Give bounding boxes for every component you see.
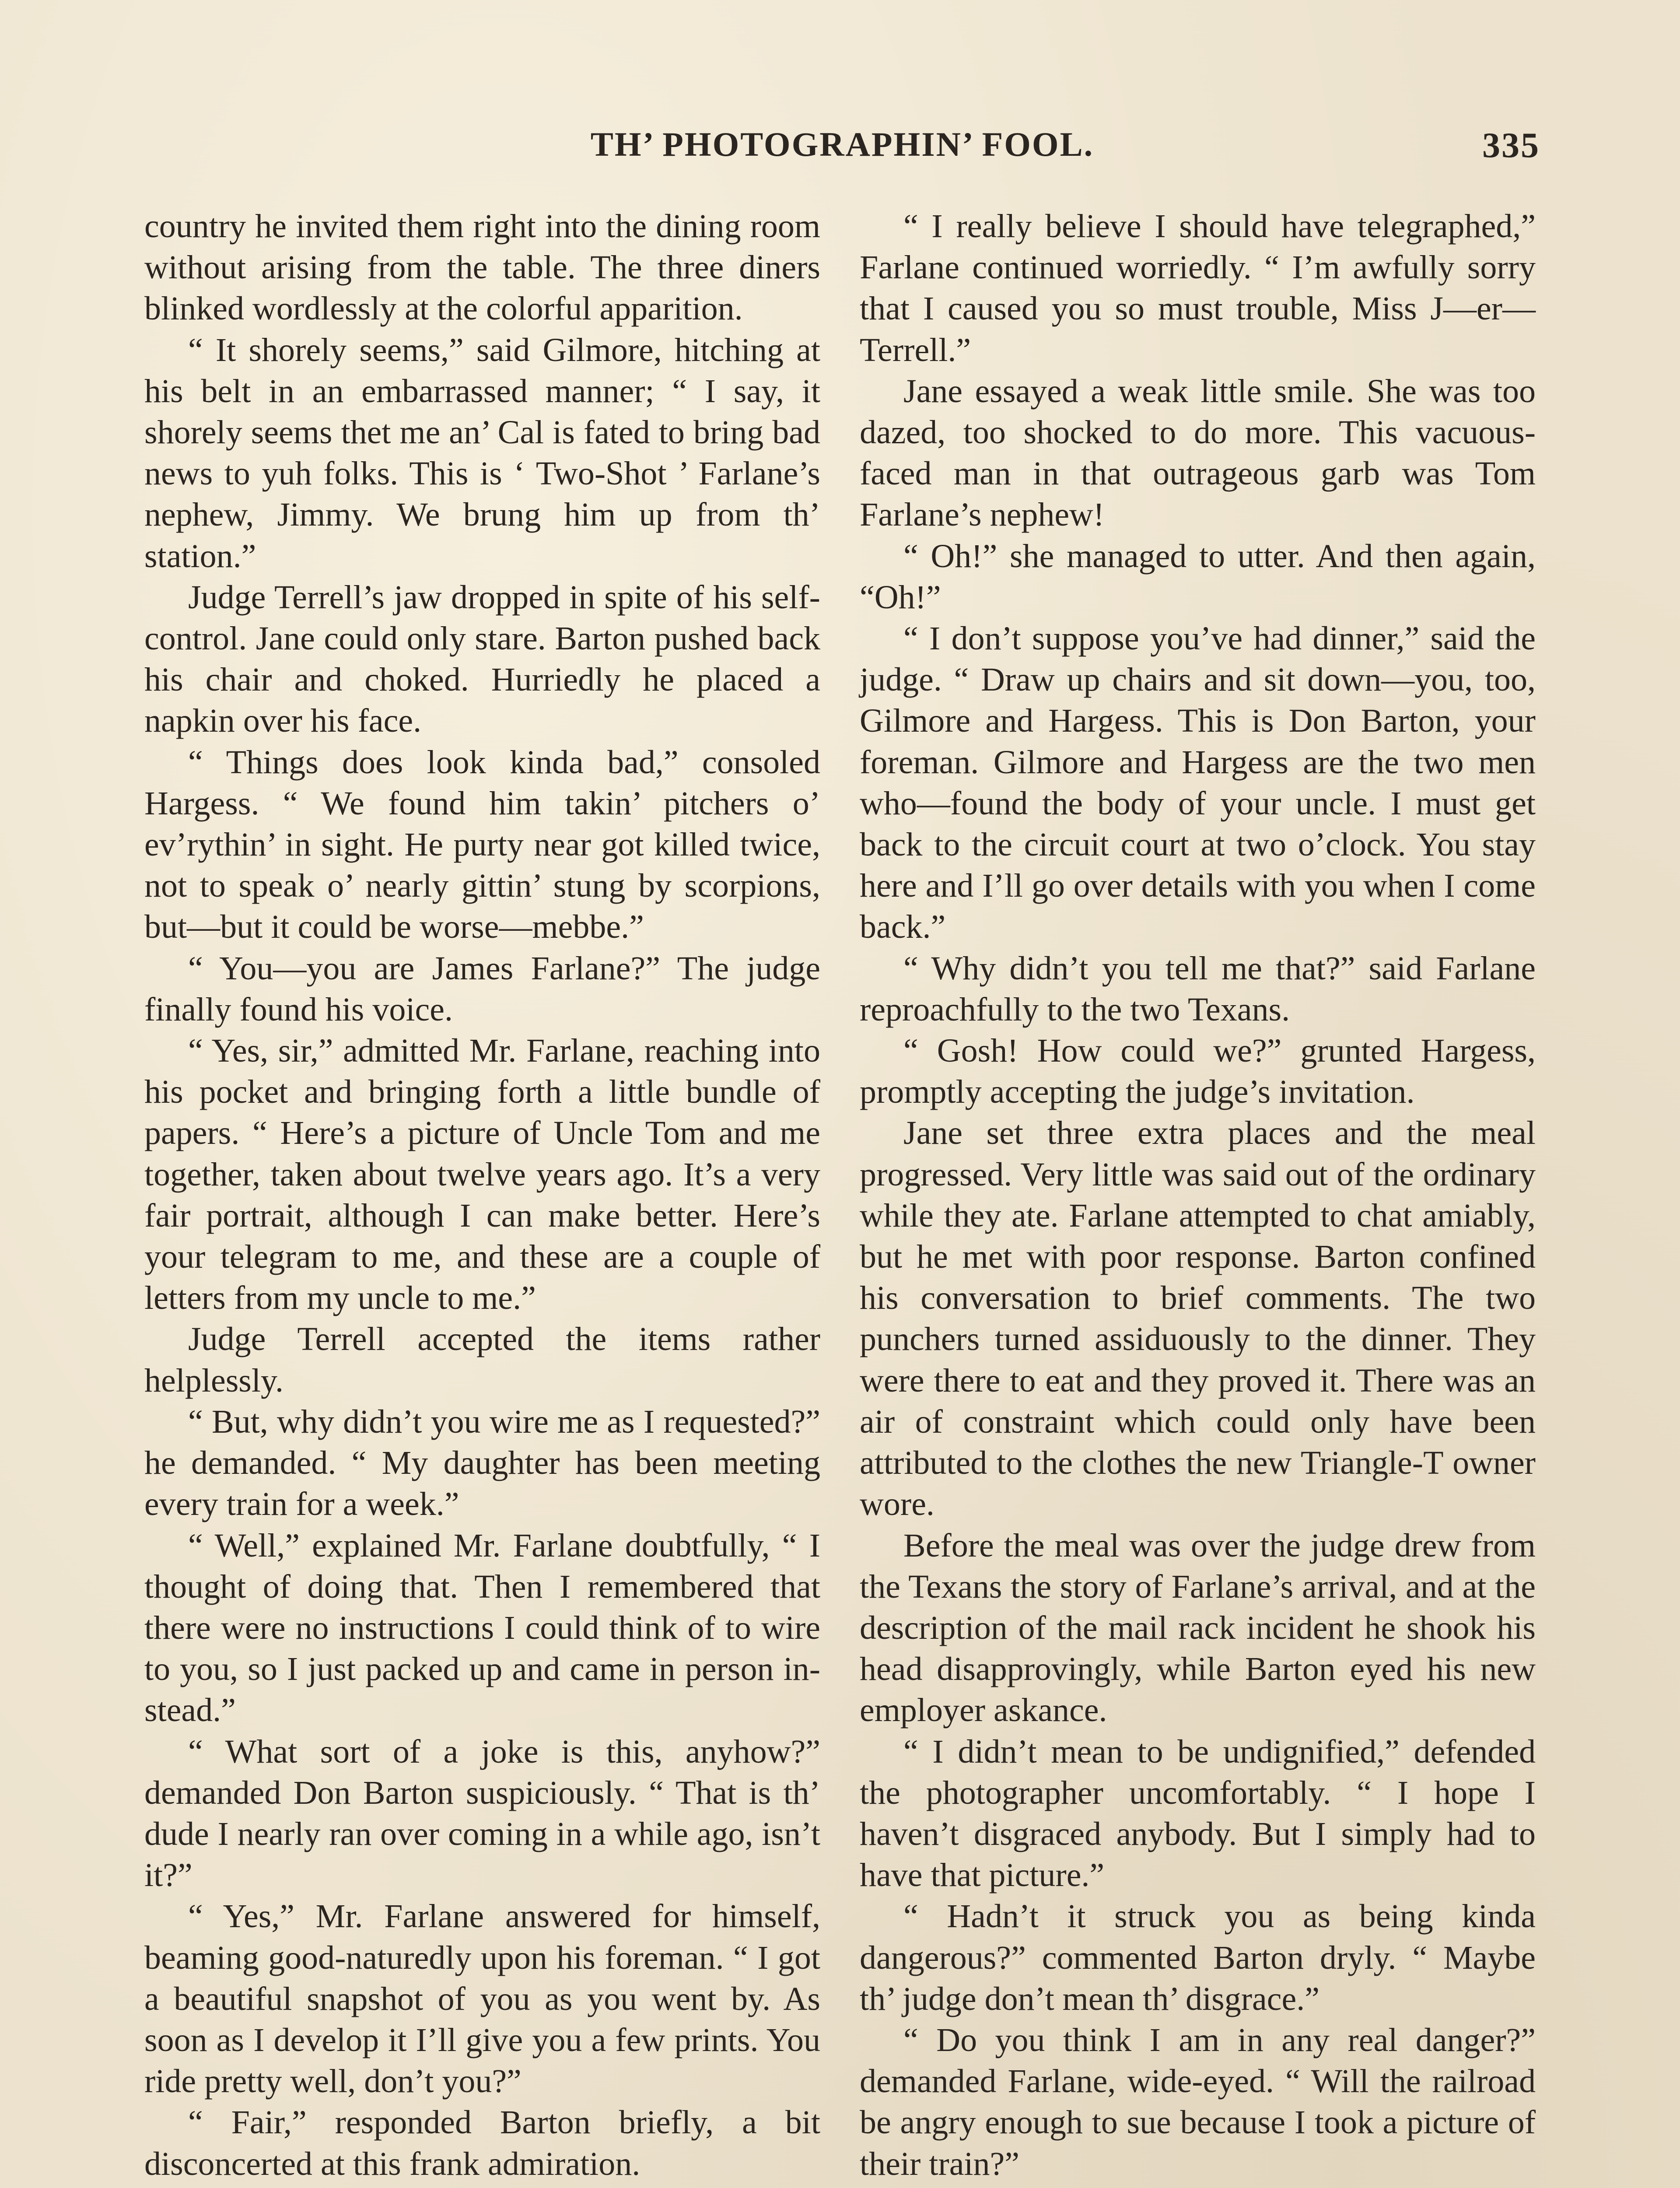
left-column xyxy=(144,206,820,2184)
paragraph: “ Fair,” responded Barton briefly, a bit disconcerted at this frank admiration. xyxy=(144,2104,820,2182)
page-header xyxy=(144,125,1540,177)
paragraph: country he invited them right into the dining room without arising from the table. The three diners blinked wordlessly at the colorful apparition. xyxy=(144,208,820,327)
paragraph: “ Do you think I am in any real danger?” demanded Farlane, wide-eyed. “ Will the railroad be angry enough to sue because I took a picture of their train?” xyxy=(860,2021,1536,2182)
paragraph: “ I didn’t mean to be undignified,” defended the photographer uncomfortably. “ I hope I haven’t disgraced anybody. But I simply had to have that picture.” xyxy=(860,1733,1536,1894)
paragraph: Jane essayed a weak little smile. She was too dazed, too shocked to do more. This vacuous-faced man in that outrageous garb was Tom Farlane’s nephew! xyxy=(860,372,1536,533)
paragraph: “ What sort of a joke is this, anyhow?” demanded Don Barton suspiciously. “ That is th’ dude I nearly ran over coming in a while ago, isn’t it?” xyxy=(144,1733,820,1894)
paragraph: “ Oh!” she managed to utter. And then again, “Oh!” xyxy=(860,537,1536,616)
paragraph: Judge Terrell’s jaw dropped in spite of his self-control. Jane could only stare. Barton pushed back his chair and choked. Hurriedly he placed a napkin over his face. xyxy=(144,579,820,740)
paragraph: “ Hadn’t it struck you as being kinda dangerous?” commented Barton dryly. “ Maybe th’ judge don’t mean th’ disgrace.” xyxy=(860,1898,1536,2017)
paragraph: “ Gosh! How could we?” grunted Hargess, promptly accepting the judge’s invitation. xyxy=(860,1032,1536,1111)
paragraph: “ But, why didn’t you wire me as I requested?” he demanded. “ My daughter has been meeting every train for a week.” xyxy=(144,1403,820,1523)
paragraph: “ Yes, sir,” admitted Mr. Farlane, reaching into his pocket and bringing forth a little bundle of papers. “ Here’s a picture of Uncle Tom and me together, taken about twelve years ago. It’s a very fair portrait, although I can make better. Here’s your telegram to me, and these are a couple of letters from my uncle to me.” xyxy=(144,1032,820,1317)
page-number: 335 xyxy=(1482,125,1540,165)
paragraph: “ Well,” explained Mr. Farlane doubtfully, “ I thought of doing that. Then I remembered that there were no instructions I could think of to wire to you, so I just packed up and came in person instead.” xyxy=(144,1527,820,1729)
paragraph: “ Yes,” Mr. Farlane answered for himself, beaming good-naturedly upon his foreman. “ I got a beautiful snapshot of you as you went by. As soon as I develop it I’ll give you a few prints. You ride pretty well, don’t you?” xyxy=(144,1898,820,2100)
paragraph: “ You—you are James Farlane?” The judge finally found his voice. xyxy=(144,950,820,1028)
paragraph: “ I really believe I should have telegraphed,” Farlane continued worriedly. “ I’m awfully sorry that I caused you so must trouble, Miss J—er—Terrell.” xyxy=(860,208,1536,368)
paragraph: “ Things does look kinda bad,” consoled Hargess. “ We found him takin’ pitchers o’ ev’rythin’ in sight. He purty near got killed twice, not to speak o’ nearly gittin’ stung by scorpions, but—but it could be worse—mebbe.” xyxy=(144,743,820,946)
paragraph: Jane set three extra places and the meal progressed. Very little was said out of the ordinary while they ate. Farlane attempted to chat amiably, but he met with poor response. Barton confined his conversation to brief comments. The two punchers turned assiduously to the dinner. They were there to eat and they proved it. There was an air of constraint which could only have been attributed to the clothes the new Triangle-T owner wore. xyxy=(860,1115,1536,1523)
paragraph: “ It shorely seems,” said Gilmore, hitching at his belt in an embarrassed manner; “ I say, it shorely seems thet me an’ Cal is fated to bring bad news to yuh folks. This is ‘ Two-Shot ’ Farlane’s nephew, Jimmy. We brung him up from th’ station.” xyxy=(144,331,820,575)
paragraph: “ I don’t suppose you’ve had dinner,” said the judge. “ Draw up chairs and sit down—you, too, Gilmore and Hargess. This is Don Barton, your foreman. Gilmore and Hargess are the two men who—found the body of your uncle. I must get back to the circuit court at two o’clock. You stay here and I’ll go over details with you when I come back.” xyxy=(860,620,1536,946)
running-title: TH’ PHOTOGRAPHIN’ FOOL. xyxy=(590,125,1094,163)
paragraph: Before the meal was over the judge drew from the Texans the story of Farlane’s arrival, and at the description of the mail rack incident he shook his head disapprovingly, while Barton eyed his new employer askance. xyxy=(860,1527,1536,1729)
right-column xyxy=(860,206,1536,2184)
paragraph: Judge Terrell accepted the items rather helplessly. xyxy=(144,1321,820,1399)
paragraph: “ Why didn’t you tell me that?” said Farlane reproachfully to the two Texans. xyxy=(860,950,1536,1028)
